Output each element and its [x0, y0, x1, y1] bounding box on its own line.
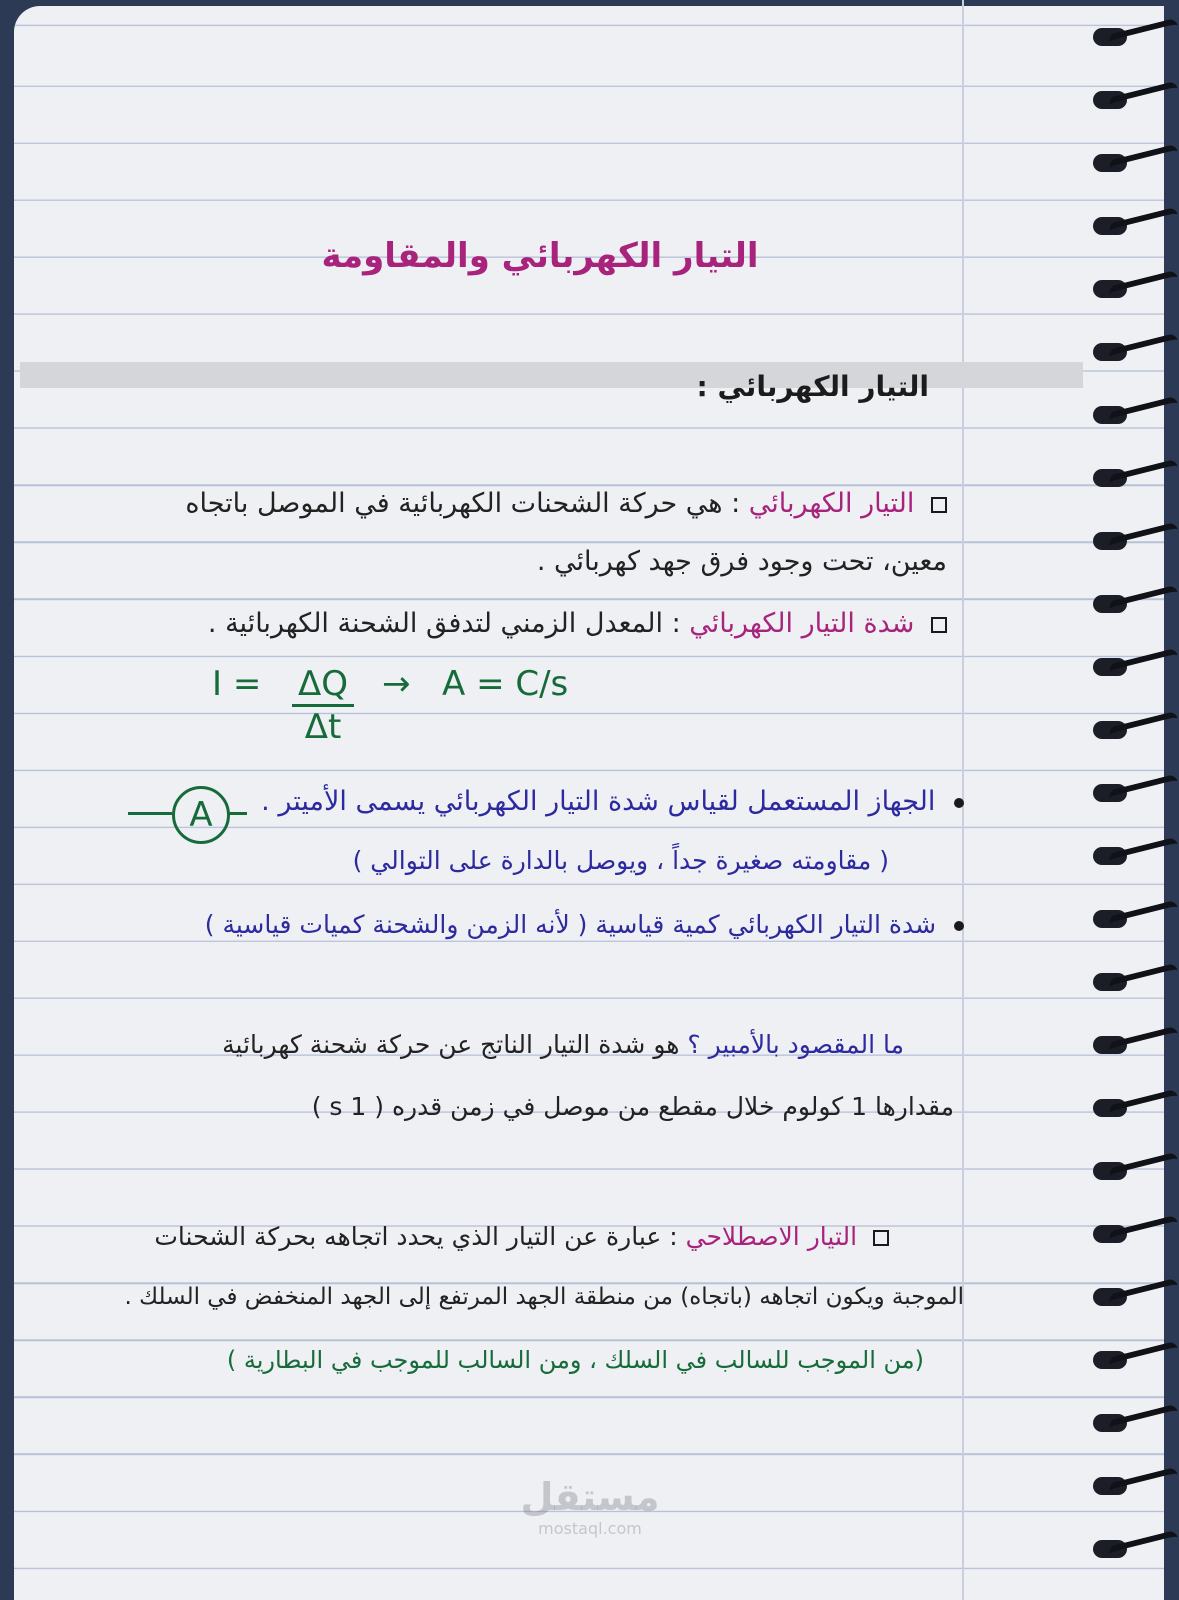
definition-current-line-2: معين، تحت وجود فرق جهد كهربائي . [536, 546, 947, 577]
binding-ring [1085, 841, 1175, 871]
binding-ring [1085, 1030, 1175, 1060]
answer-text: هو شدة التيار الناتج عن حركة شحنة كهربائية [222, 1030, 680, 1059]
formula-numerator: ΔQ [292, 664, 354, 707]
watermark-arabic: مستقل [520, 1475, 660, 1519]
binding-ring [1085, 1408, 1175, 1438]
binding-ring [1085, 1093, 1175, 1123]
fact-scalar [205, 910, 964, 939]
square-bullet-icon [931, 617, 947, 633]
fact-scalar-text: شدة التيار الكهربائي كمية قياسية ( لأنه الزمن والشحنة كميات قياسية ) [204, 910, 937, 939]
term-current-intensity: شدة التيار الكهربائي [689, 608, 915, 639]
ring-wire [1108, 207, 1179, 241]
question-ampere-line-2: مقدارها 1 كولوم خلال مقطع من موصل في زمن قدره ( 1 s ) [311, 1092, 954, 1121]
ring-wire [1108, 1530, 1179, 1564]
question-ampere-line-1 [222, 1030, 904, 1059]
ring-wire [1108, 1152, 1179, 1186]
ring-wire [1108, 18, 1179, 52]
ammeter-symbol-icon: A [172, 786, 230, 844]
binding-ring [1085, 778, 1175, 808]
binding-ring [1085, 148, 1175, 178]
binding-ring [1085, 85, 1175, 115]
arrow-icon: → [382, 664, 411, 704]
definition-text: : عبارة عن التيار الذي يحدد اتجاهه بحركة الشحنات [154, 1222, 678, 1251]
binding-ring [1085, 1534, 1175, 1564]
fact-ammeter-text: الجهاز المستعمل لقياس شدة التيار الكهربائي يسمى الأميتر . [261, 786, 936, 817]
bullet-dot-icon [954, 798, 964, 808]
section-heading: التيار الكهربائي : [696, 370, 929, 403]
definition-conventional-line-3: (من الموجب للسالب في السلك ، ومن السالب للموجب في البطارية ) [226, 1346, 924, 1374]
formula-fraction [292, 664, 354, 747]
ring-wire [1108, 333, 1179, 367]
formula-unit: A = C/s [442, 664, 569, 704]
definition-current-line-1 [185, 488, 947, 519]
ring-wire [1108, 1089, 1179, 1123]
ring-wire [1108, 963, 1179, 997]
definition-conventional-line-2: الموجبة ويكون اتجاهه (باتجاه) من منطقة الجهد المرتفع إلى الجهد المنخفض في السلك . [124, 1284, 964, 1310]
definition-current-intensity [208, 608, 947, 639]
binding-ring [1085, 1471, 1175, 1501]
question-ampere-label: ما المقصود بالأمبير ؟ [687, 1030, 904, 1059]
ring-wire [1108, 837, 1179, 871]
definition-text: : هي حركة الشحنات الكهربائية في الموصل باتجاه [185, 488, 741, 519]
ring-wire [1108, 711, 1179, 745]
ammeter-wire-right [227, 812, 247, 815]
definition-text: : المعدل الزمني لتدفق الشحنة الكهربائية . [207, 608, 681, 639]
binding-ring [1085, 715, 1175, 745]
fact-ammeter [261, 786, 964, 817]
binding-ring [1085, 463, 1175, 493]
fact-ammeter-note: ( مقاومته صغيرة جداً ، ويوصل بالدارة على التوالي ) [352, 846, 889, 875]
ring-wire [1108, 648, 1179, 682]
binding-ring [1085, 1345, 1175, 1375]
ammeter-wire-left [128, 812, 172, 815]
square-bullet-icon [931, 497, 947, 513]
formula-lhs: I = [212, 664, 262, 704]
binding-ring [1085, 589, 1175, 619]
ring-wire [1108, 1026, 1179, 1060]
ring-wire [1108, 1404, 1179, 1438]
binding-ring [1085, 337, 1175, 367]
ring-wire [1108, 81, 1179, 115]
mostaql-watermark [500, 1475, 680, 1538]
definition-conventional-line-1 [154, 1222, 889, 1251]
square-bullet-icon [873, 1230, 889, 1246]
ring-wire [1108, 585, 1179, 619]
ring-wire [1108, 900, 1179, 934]
binding-ring [1085, 22, 1175, 52]
ring-wire [1108, 1215, 1179, 1249]
ring-wire [1108, 144, 1179, 178]
ring-wire [1108, 1278, 1179, 1312]
term-conventional-current: التيار الاصطلاحي [685, 1222, 858, 1251]
binding-ring [1085, 1282, 1175, 1312]
binding-ring [1085, 967, 1175, 997]
ring-wire [1108, 270, 1179, 304]
ring-wire [1108, 1467, 1179, 1501]
binding-ring [1085, 1156, 1175, 1186]
binding-ring [1085, 652, 1175, 682]
ring-wire [1108, 1341, 1179, 1375]
bullet-dot-icon [954, 921, 964, 931]
binding-ring [1085, 1219, 1175, 1249]
binding-ring [1085, 526, 1175, 556]
binding-ring [1085, 274, 1175, 304]
binding-ring [1085, 400, 1175, 430]
binding-ring [1085, 904, 1175, 934]
ring-wire [1108, 459, 1179, 493]
binding-ring [1085, 211, 1175, 241]
term-electric-current: التيار الكهربائي [748, 488, 915, 519]
spiral-binding [1085, 0, 1179, 1600]
watermark-latin: mostaql.com [538, 1519, 642, 1538]
page-title: التيار الكهربائي والمقاومة [321, 236, 759, 276]
ring-wire [1108, 396, 1179, 430]
formula-denominator: Δt [304, 707, 342, 747]
ring-wire [1108, 522, 1179, 556]
ring-wire [1108, 774, 1179, 808]
